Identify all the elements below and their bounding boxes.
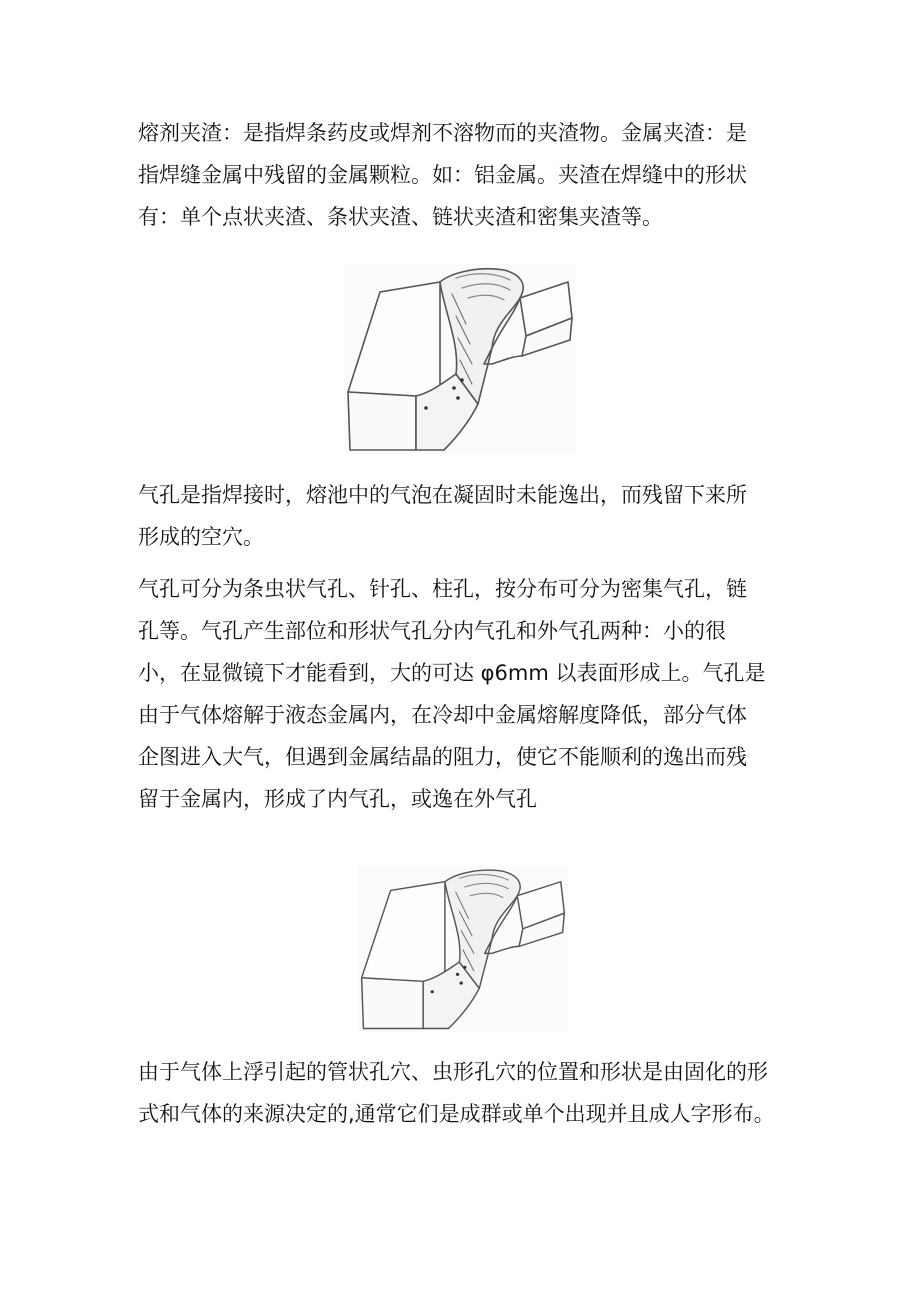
weld-joint-figure-1 (344, 264, 576, 454)
paragraph-porosity-definition (138, 474, 747, 558)
text-line: 留于金属内，形成了内气孔，或逸在外气孔 (138, 787, 537, 811)
paragraph-porosity-types (138, 568, 765, 820)
text-line: 式和气体的来源决定的,通常它们是成群或单个出现并且成人字形布。 (138, 1102, 775, 1126)
paragraph-tubular-cavities (138, 1051, 775, 1135)
text-line: 有：单个点状夹渣、条状夹渣、链状夹渣和密集夹渣等。 (138, 205, 663, 229)
weld-joint-figure-2 (358, 866, 568, 1032)
text-line: 由于气体上浮引起的管状孔穴、虫形孔穴的位置和形状是由固化的形 (138, 1060, 768, 1084)
text-line: 孔等。气孔产生部位和形状气孔分内气孔和外气孔两种：小的很 (138, 619, 726, 643)
text-line: 气孔是指焊接时，熔池中的气泡在凝固时未能逸出，而残留下来所 (138, 483, 747, 507)
weld-joint-illustration-icon (358, 866, 568, 1032)
paragraph-slag-inclusions (138, 112, 747, 238)
text-line: 企图进入大气，但遇到金属结晶的阻力，使它不能顺利的逸出而残 (138, 745, 747, 769)
text-line: 形成的空穴。 (138, 525, 264, 549)
text-line: 由于气体熔解于液态金属内，在冷却中金属熔解度降低，部分气体 (138, 703, 747, 727)
text-line: 小，在显微镜下才能看到，大的可达 φ6mm 以表面形成上。气孔是 (138, 661, 766, 685)
weld-joint-illustration-icon (344, 264, 576, 454)
text-line: 熔剂夹渣：是指焊条药皮或焊剂不溶物而的夹渣物。金属夹渣：是 (138, 121, 747, 145)
text-line: 气孔可分为条虫状气孔、针孔、柱孔，按分布可分为密集气孔，链 (138, 577, 747, 601)
text-line: 指焊缝金属中残留的金属颗粒。如：铝金属。夹渣在焊缝中的形状 (138, 163, 747, 187)
